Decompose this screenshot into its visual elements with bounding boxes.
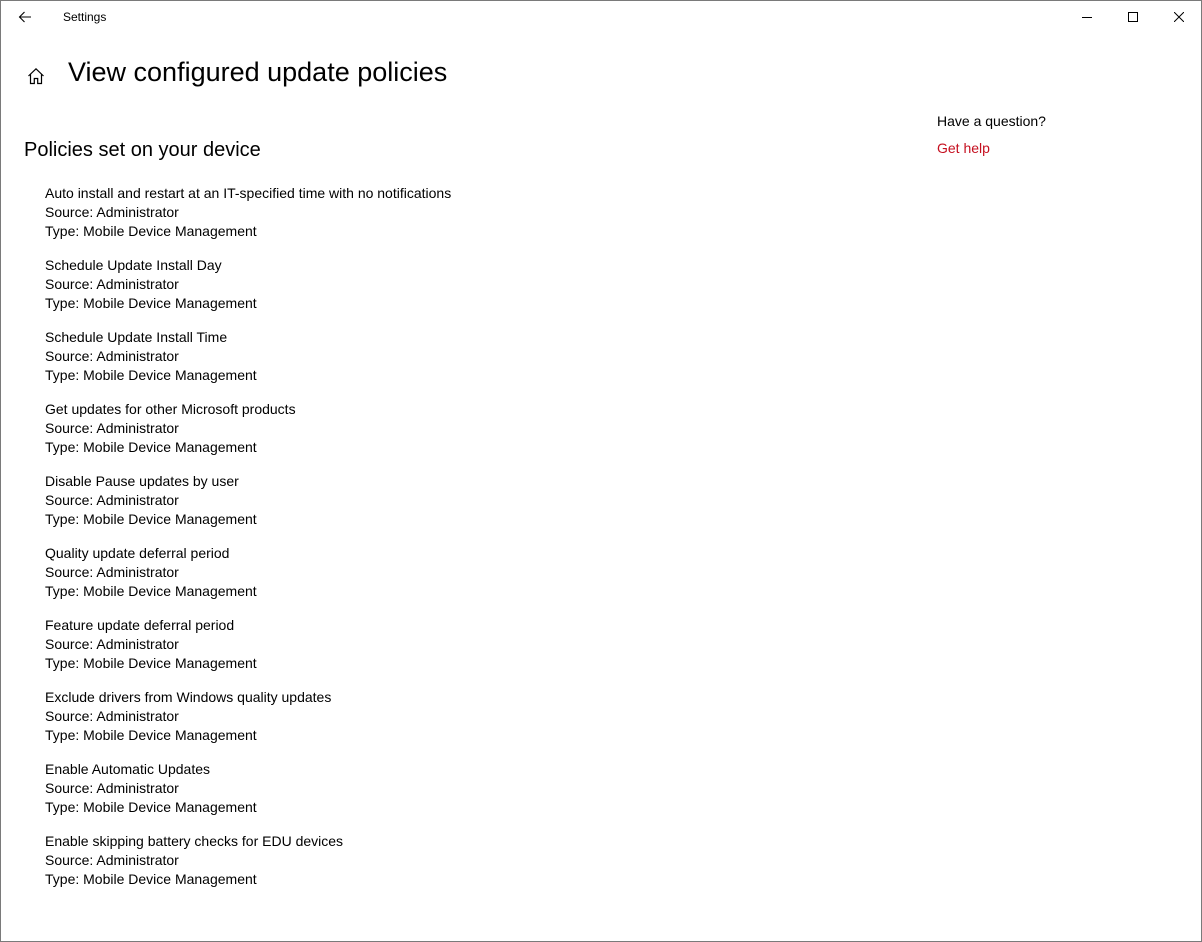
policy-source: Source: Administrator xyxy=(45,420,179,436)
policy-name: Disable Pause updates by user xyxy=(45,473,239,489)
maximize-icon xyxy=(1128,12,1138,22)
list-item xyxy=(45,616,745,688)
policy-name: Auto install and restart at an IT-specified time with no notifications xyxy=(45,185,452,201)
page-title: View configured update policies xyxy=(68,57,448,87)
home-button[interactable] xyxy=(23,63,49,89)
home-icon xyxy=(27,67,45,85)
policy-type: Type: Mobile Device Management xyxy=(45,655,257,671)
list-item xyxy=(45,544,745,616)
minimize-icon xyxy=(1082,12,1092,22)
title-bar xyxy=(1,1,1201,33)
policy-source: Source: Administrator xyxy=(45,204,179,220)
section-title: Policies set on your device xyxy=(24,139,261,161)
policy-source: Source: Administrator xyxy=(45,276,179,292)
policy-source: Source: Administrator xyxy=(45,492,179,508)
back-arrow-icon xyxy=(18,11,32,23)
policy-name: Exclude drivers from Windows quality updates xyxy=(45,689,332,705)
minimize-button[interactable] xyxy=(1064,1,1110,33)
policy-type: Type: Mobile Device Management xyxy=(45,439,257,455)
policy-name: Quality update deferral period xyxy=(45,545,230,561)
maximize-button[interactable] xyxy=(1110,1,1156,33)
policy-name: Schedule Update Install Time xyxy=(45,329,228,345)
policy-source: Source: Administrator xyxy=(45,636,179,652)
list-item xyxy=(45,328,745,400)
list-item xyxy=(45,760,745,832)
list-item xyxy=(45,832,745,904)
get-help-link[interactable]: Get help xyxy=(937,140,990,156)
list-item xyxy=(45,472,745,544)
policy-name: Schedule Update Install Day xyxy=(45,257,222,273)
policy-source: Source: Administrator xyxy=(45,564,179,580)
close-icon xyxy=(1174,12,1184,22)
policy-name: Enable Automatic Updates xyxy=(45,761,210,777)
list-item xyxy=(45,184,745,256)
policy-type: Type: Mobile Device Management xyxy=(45,223,257,239)
policy-list xyxy=(45,184,745,904)
policy-source: Source: Administrator xyxy=(45,348,179,364)
policy-source: Source: Administrator xyxy=(45,708,179,724)
policy-type: Type: Mobile Device Management xyxy=(45,583,257,599)
policy-type: Type: Mobile Device Management xyxy=(45,295,257,311)
policy-source: Source: Administrator xyxy=(45,780,179,796)
help-panel xyxy=(937,112,1177,158)
policy-type: Type: Mobile Device Management xyxy=(45,511,257,527)
list-item xyxy=(45,256,745,328)
help-question: Have a question? xyxy=(937,113,1046,129)
window-title: Settings xyxy=(63,10,107,24)
policy-type: Type: Mobile Device Management xyxy=(45,799,257,815)
policy-type: Type: Mobile Device Management xyxy=(45,727,257,743)
policy-source: Source: Administrator xyxy=(45,852,179,868)
policy-type: Type: Mobile Device Management xyxy=(45,871,257,887)
back-button[interactable] xyxy=(9,3,41,31)
policy-type: Type: Mobile Device Management xyxy=(45,367,257,383)
policy-name: Get updates for other Microsoft products xyxy=(45,401,296,417)
policy-name: Feature update deferral period xyxy=(45,617,235,633)
policy-name: Enable skipping battery checks for EDU devices xyxy=(45,833,344,849)
close-button[interactable] xyxy=(1156,1,1202,33)
list-item xyxy=(45,688,745,760)
list-item xyxy=(45,400,745,472)
